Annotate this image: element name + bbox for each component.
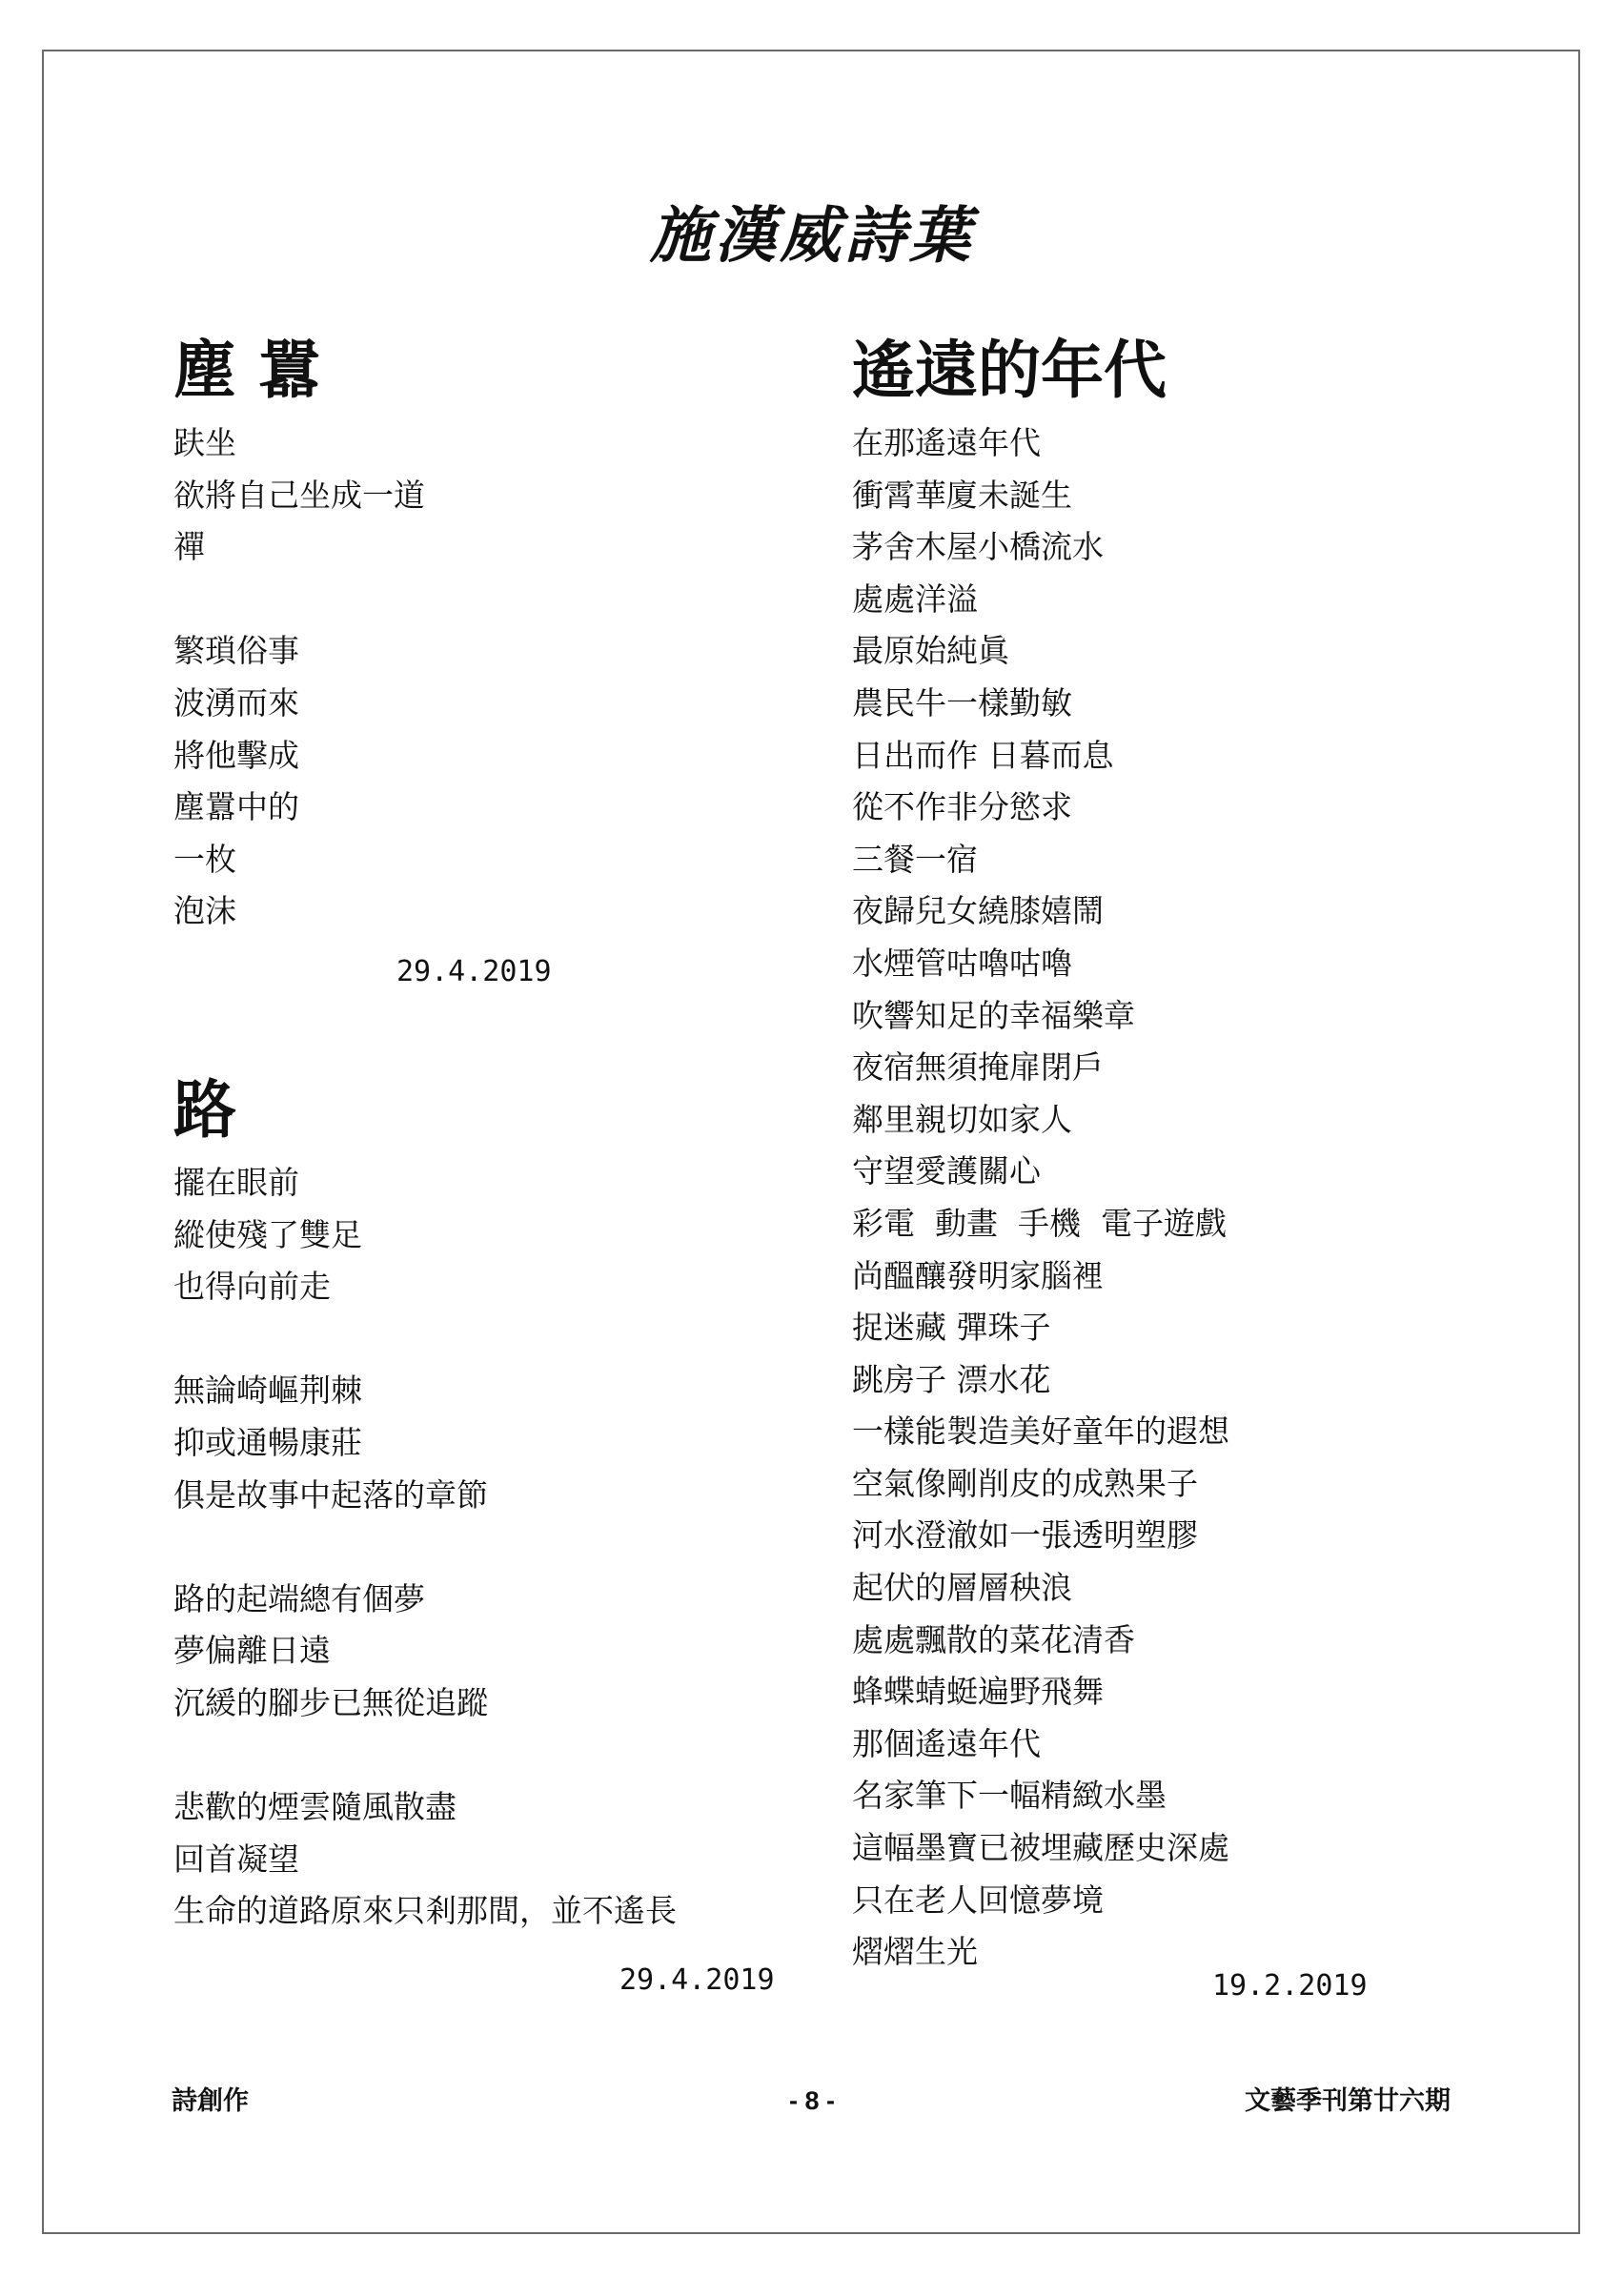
- poem-line: 處處飄散的菜花清香: [852, 1620, 1135, 1658]
- poem-line: 水煙管咕嚕咕嚕: [852, 944, 1072, 982]
- poem-line: 空氣像剛削皮的成熟果子: [852, 1464, 1198, 1502]
- page-title: 施漢威詩葉: [650, 200, 974, 272]
- poem-line: 彩電 動畫 手機 電子遊戲: [852, 1204, 1227, 1242]
- stanza-break: [173, 1521, 841, 1574]
- poem-line: 抑或通暢康莊: [173, 1423, 362, 1461]
- poem-lines: [852, 417, 1500, 1979]
- poem-line: 名家筆下一幅精緻水墨: [852, 1777, 1167, 1815]
- poem-lines: [173, 1157, 841, 1938]
- poem-line: 起伏的層層秧浪: [852, 1569, 1072, 1607]
- poem-line: 泡沫: [173, 892, 236, 930]
- poem-chenxiao: [173, 332, 783, 938]
- poem-line: 農民牛一樣勤敏: [852, 683, 1072, 722]
- poem-yaoyuan: [852, 332, 1500, 1979]
- poem-line: 回首凝望: [173, 1840, 299, 1878]
- poem-line: 夜宿無須掩扉閉戶: [852, 1048, 1104, 1087]
- poem-line: 蜂蝶蜻蜓遍野飛舞: [852, 1673, 1104, 1711]
- poem-line: 欲將自己坐成一道: [173, 476, 425, 514]
- poem-date: 19.2.2019: [1212, 1969, 1368, 2003]
- poem-line: 茅舍木屋小橋流水: [852, 528, 1104, 566]
- stanza-break: [173, 1313, 841, 1366]
- poem-line: 從不作非分慾求: [852, 788, 1072, 826]
- poem-line: 將他擊成: [173, 736, 299, 774]
- poem-line: 塵囂中的: [173, 788, 299, 826]
- poem-lu: [173, 1071, 841, 1938]
- poem-lines: [173, 417, 783, 938]
- poem-line: 最原始純眞: [852, 632, 1009, 670]
- poem-title: 塵 囂: [173, 333, 321, 407]
- poem-line: 繁瑣俗事: [173, 632, 299, 670]
- poem-line: 悲歡的煙雲隨風散盡: [173, 1788, 457, 1826]
- poem-line: 擺在眼前: [173, 1164, 299, 1201]
- page-number: - 8 -: [789, 2086, 836, 2115]
- poem-line: 那個遙遠年代: [852, 1724, 1041, 1762]
- poem-line: 一樣能製造美好童年的遐想: [852, 1413, 1229, 1451]
- poem-line: 夢偏離日遠: [173, 1632, 331, 1670]
- poem-line: 沉緩的腳步已無從追蹤: [173, 1683, 488, 1721]
- poem-date: 29.4.2019: [619, 1963, 775, 1997]
- poem-line: 禪: [173, 528, 205, 566]
- poem-line: 只在老人回憶夢境: [852, 1881, 1104, 1919]
- stanza-break: [173, 574, 783, 626]
- poem-line: 夜歸兒女繞膝嬉鬧: [852, 892, 1104, 930]
- poem-line: 波湧而來: [173, 683, 299, 722]
- poem-title: 遙遠的年代: [852, 333, 1167, 407]
- poem-line: 守望愛護關心: [852, 1152, 1041, 1190]
- poem-line: 這幅墨寶已被埋藏歷史深處: [852, 1829, 1229, 1867]
- poem-date: 29.4.2019: [396, 955, 552, 988]
- poem-line: 衝霄華廈未誕生: [852, 476, 1072, 514]
- poem-line: 尚醞釀發明家腦裡: [852, 1256, 1104, 1294]
- poem-line: 一枚: [173, 840, 236, 878]
- stanza-break: [173, 1730, 841, 1782]
- poem-line: 縱使殘了雙足: [173, 1215, 362, 1253]
- poem-line: 河水澄澈如一張透明塑膠: [852, 1516, 1198, 1555]
- poem-title: 路: [173, 1072, 236, 1147]
- poem-line: 吹響知足的幸福樂章: [852, 996, 1135, 1034]
- poem-line: 趺坐: [173, 424, 236, 461]
- poem-line: 三餐一宿: [852, 840, 978, 878]
- poem-line: 處處洋溢: [852, 579, 978, 618]
- poem-line: 捉迷藏 彈珠子: [852, 1309, 1051, 1347]
- poem-line: 路的起端總有個夢: [173, 1579, 425, 1617]
- poem-line: 無論崎嶇荆棘: [173, 1372, 362, 1410]
- poem-line: 在那遙遠年代: [852, 424, 1041, 461]
- footer-publication-label: 文藝季刊第廿六期: [1245, 2086, 1451, 2115]
- footer-section-label: 詩創作: [172, 2086, 249, 2115]
- poem-line: 俱是故事中起落的章節: [173, 1475, 488, 1514]
- poem-line: 鄰里親切如家人: [852, 1100, 1072, 1138]
- poem-line: 日出而作 日暮而息: [852, 736, 1114, 774]
- poem-line: 熠熠生光: [852, 1933, 978, 1971]
- poem-line: 生命的道路原來只剎那間，並不遙長: [173, 1892, 677, 1930]
- poem-line: 也得向前走: [173, 1268, 331, 1306]
- poem-line: 跳房子 漂水花: [852, 1360, 1051, 1398]
